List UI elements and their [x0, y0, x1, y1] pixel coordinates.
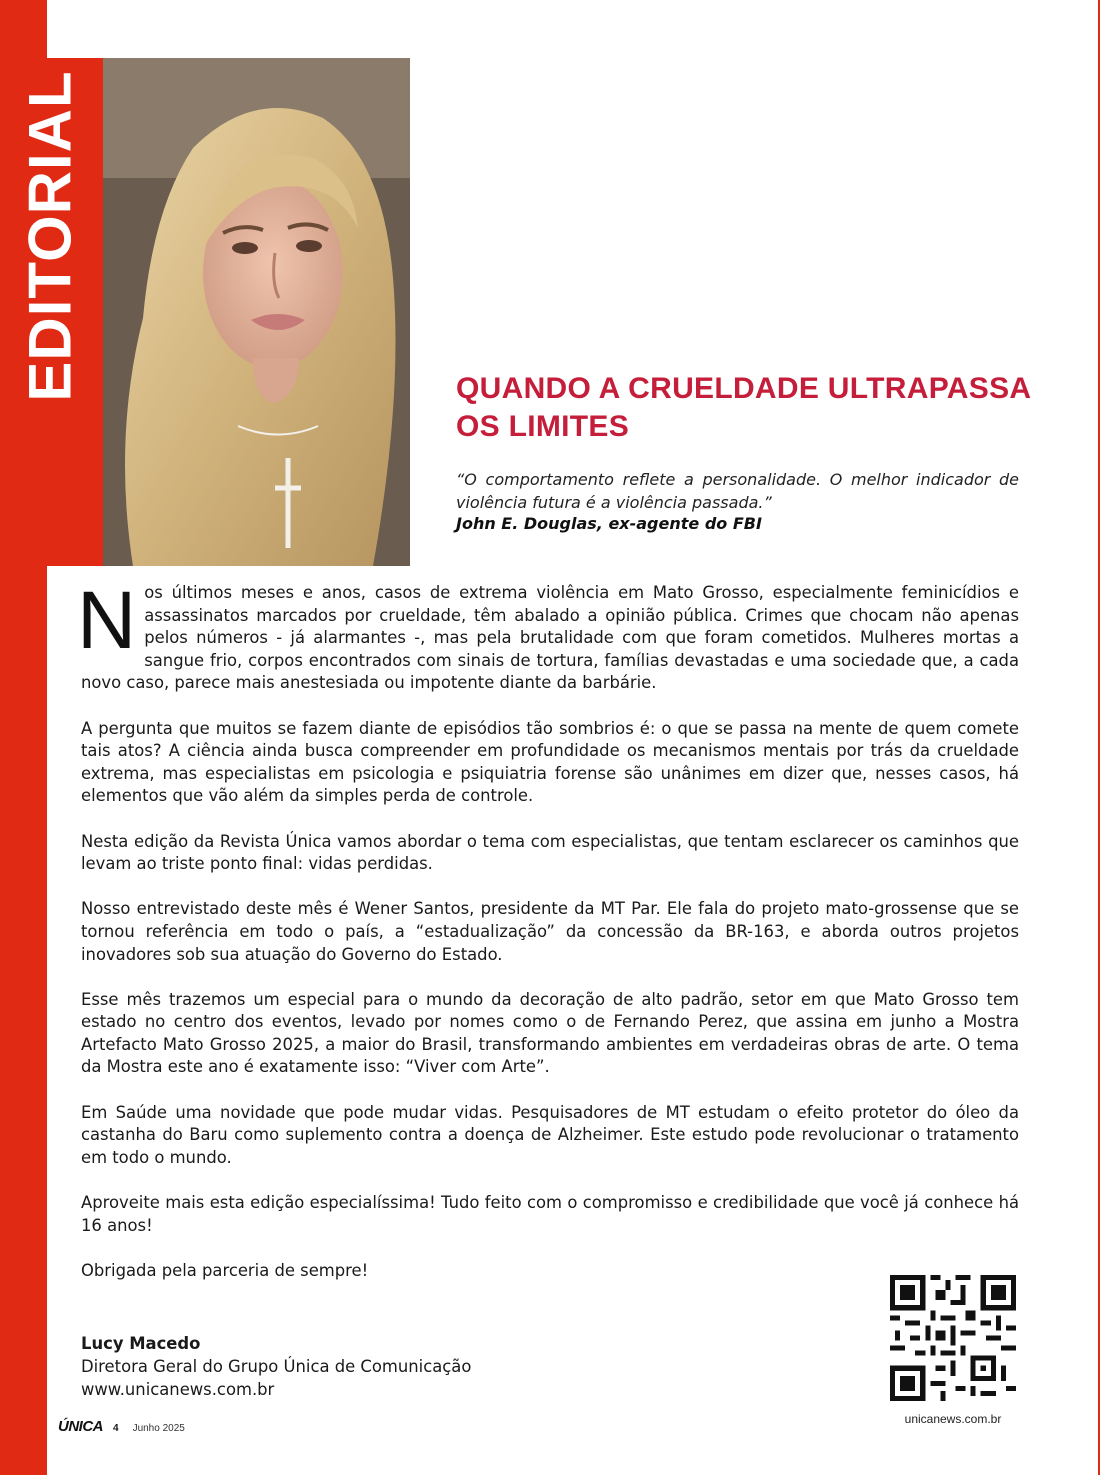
page-footer — [58, 1418, 185, 1435]
author-photo — [103, 58, 410, 566]
section-label-text: EDITORIAL — [17, 70, 84, 402]
article-paragraph: Nosso entrevistado deste mês é Wener Santos, presidente da MT Par. Ele fala do projeto mato-grossense que se tornou referência em todo o país, a “estadualização” da concessão da BR-163, e aborda outros projetos inovadores sob sua atuação do Governo do Estado. — [81, 899, 1019, 964]
article-paragraph — [77, 575, 1019, 695]
article-paragraph: Aproveite mais esta edição especialíssima! Tudo feito com o compromisso e credibilidade que você já conhece há 16 anos! — [81, 1193, 1019, 1235]
article-paragraph: Esse mês trazemos um especial para o mundo da decoração de alto padrão, setor em que Mato Grosso tem estado no centro dos eventos, levado por nomes como o de Fernando Perez, que assina em junho a Mostra Artefacto Mato Grosso 2025, a maior do Brasil, transformando ambientes em verdadeiras obras de arte. O tema da Mostra este ano é exatamente isso: “Viver com Arte”. — [81, 989, 1019, 1077]
article-paragraph: Nesta edição da Revista Única vamos abordar o tema com especialistas, que tentam esclarecer os caminhos que levam ao triste ponto final: vidas perdidas. — [81, 831, 1019, 874]
article-body — [77, 575, 1019, 1305]
headline: QUANDO A CRUELDADE ULTRAPASSA OS LIMITES — [456, 372, 1031, 443]
qr-code-icon[interactable] — [890, 1275, 1016, 1401]
signature-title: Diretora Geral do Grupo Única de Comunicação — [81, 1357, 472, 1376]
quote-author: John E. Douglas, ex-agente do FBI — [456, 514, 762, 533]
qr-caption: unicanews.com.br — [904, 1412, 1002, 1426]
article-paragraph: A pergunta que muitos se fazem diante de episódios tão sombrios é: o que se passa na mente de quem comete tais atos? A ciência ainda busca compreender em profundidade os mecanismos mentais por trás da crueldade extrema, mas especialistas em psicologia e psiquiatria forense são unânimes em dizer que, nesses casos, há elementos que vão além da simples perda de controle. — [81, 718, 1019, 806]
article-paragraph: Em Saúde uma novidade que pode mudar vidas. Pesquisadores de MT estudam o efeito protetor do óleo da castanha do Baru como suplemento contra a doença de Alzheimer. Este estudo pode revolucionar o tratamento em todo o mundo. — [81, 1102, 1019, 1167]
drop-cap: N — [77, 575, 137, 666]
author-photo-illustration — [103, 58, 410, 566]
signature-name: Lucy Macedo — [81, 1334, 201, 1353]
signature-website[interactable]: www.unicanews.com.br — [81, 1380, 275, 1399]
signature-block — [81, 1332, 471, 1401]
paragraph-text: os últimos meses e anos, casos de extrema violência em Mato Grosso, especialmente feminicídios e assassinatos marcados por crueldade, têm abalado a opinião pública. Crimes que chocam não apenas pelos números - já alarmantes -, mas pela brutalidade com que foram cometidos. Mulheres mortas a sangue frio, corpos encontrados com sinais de tortura, famílias devastadas e uma sociedade que, a cada novo caso, parece mais anestesiada ou impotente diante da barbárie. — [81, 583, 1019, 693]
page-number: 4 — [113, 1423, 119, 1434]
issue-date: Junho 2025 — [132, 1423, 185, 1434]
footer-logo: ÚNICA — [58, 1418, 103, 1435]
pull-quote: “O comportamento reflete a personalidade. O melhor indicador de violência futura é a violência passada.” — [456, 470, 1019, 512]
section-label — [17, 70, 84, 402]
article-paragraph: Obrigada pela parceria de sempre! — [81, 1260, 369, 1280]
